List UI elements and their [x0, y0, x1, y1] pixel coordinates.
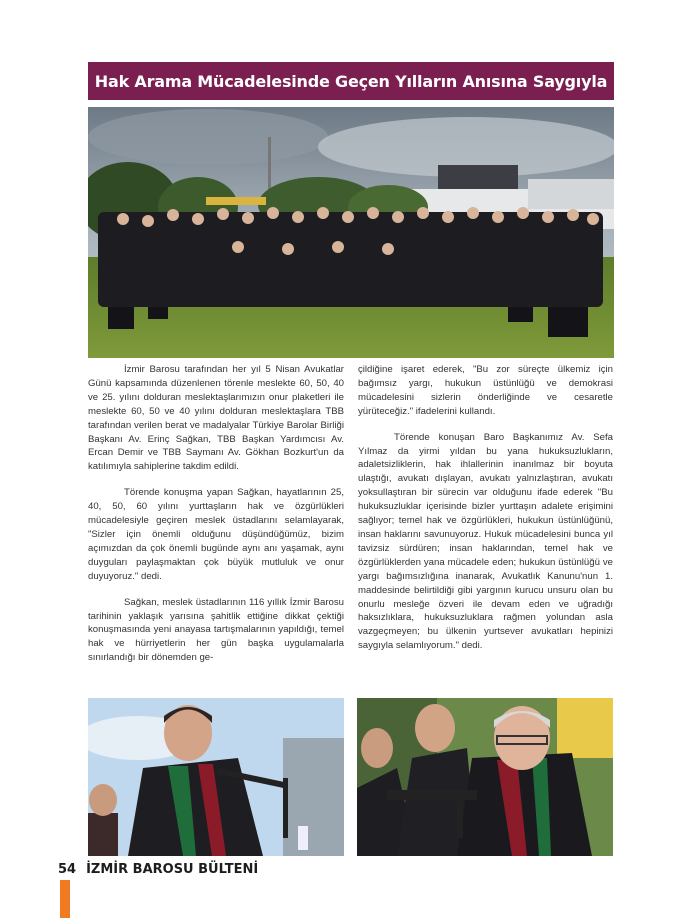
- page-number: 54: [58, 862, 77, 877]
- publication-name: İZMİR BAROSU BÜLTENİ: [86, 862, 259, 877]
- article-paragraph: Törende konuşma yapan Sağkan, hayatlarının 25, 40, 50, 60 yılını yurttaşların hak ve özgürlükleri mücadelesiyle geçiren meslek üstadlarını selamlayarak, "Sizler için önemli olduğunu düşündüğümüz, bizim açımızdan da çok önemli bugünde aynı anı yaşamak, aynı duyguları paylaşmaktan çok büyük mutluluk ve onur duyuyoruz." dedi.: [88, 487, 344, 582]
- article-paragraph: Törende konuşan Baro Başkanımız Av. Sefa Yılmaz da yirmi yıldan bu yana hukuksuzlukların, adaletsizliklerin, hak ihlallerinin inanılmaz bir boyuta ulaştığı, avukatı dışlayan, avukatı yalnızlaştıran, avukatı yoksullaştıran bir sürecin var olduğunu ifade ederek "Bu hukuksuzluklar içerisinde bizler yurttaşın adalete erişimini sağlıyor; temel hak ve özgürlükleri, hukukun üstünlüğünü, insan haklarını savunuyoruz. Hukuk mücadelesini bunca yıl tavizsiz sürdüren; insan haklarından, temel hak ve özgürlüklerden yana mücadele eden; hukukun üstünlüğü ve yargı bağımsızlığına inanarak, Avukatlık Kanunu'nun 1. maddesinde belirtildiği gibi yargının kurucu unsuru olan bu onurlu mesleğe özveri ile devam eden ve uğradığı haksızlıklara, hukuksuzluklara rağmen yolundan asla vazgeçmeyen; bu ülkenin yurtsever avukatları hepinizi saygıyla selamlıyorum." dedi.: [358, 431, 613, 652]
- article-paragraph: Sağkan, meslek üstadlarının 116 yıllık İzmir Barosu tarihinin yaklaşık yarısına şahitlik ettiğine dikkat çektiği konuşmasında yeni anayasa tartışmalarının yapıldığı, temel hak ve hürriyetlerin her gün başka uygulamalarla sınırlandığı bir dönemden ge-: [88, 596, 344, 664]
- speaker-photo-left: [88, 698, 344, 856]
- article-paragraph: İzmir Barosu tarafından her yıl 5 Nisan Avukatlar Günü kapsamında düzenlenen törenle meslekte 60, 50, 40 ve 25. yılını dolduran meslektaşlarımızın onur plaketleri ile meslekte 60, 50 ve 40 yılını dolduran meslektaşlara TBB tarafından verilen berat ve madalyalar Türkiye Barolar Birliği Başkanı Av. Erinç Sağkan, TBB Başkan Yardımcısı Av. Ercan Demir ve TBB Saymanı Av. Gökhan Bozkurt'un da katılımıyla sahiplerine takdim edildi.: [88, 364, 344, 473]
- group-photo: [88, 107, 614, 358]
- group-photo-image: [88, 107, 614, 358]
- article-title: Hak Arama Mücadelesinde Geçen Yılların Anısına Saygıyla: [94, 71, 608, 91]
- speaker-photo-image: [357, 698, 613, 856]
- footer-accent-bar: [60, 880, 70, 918]
- article-title-banner: [88, 62, 614, 100]
- article-paragraph: çildiğine işaret ederek, "Bu zor süreçte ülkemiz için bağımsız yargı, hukukun üstünlüğü ve demokrasi mücadelesini sizlerin önderliğinde ve cesaretle yürüteceğiz." ifadelerini kullandı.: [358, 364, 613, 417]
- article-column-left: [88, 363, 344, 677]
- speaker-photo-right: [357, 698, 613, 856]
- speaker-photo-image: [88, 698, 344, 856]
- page-footer: [58, 862, 258, 877]
- article-column-right: [358, 363, 613, 665]
